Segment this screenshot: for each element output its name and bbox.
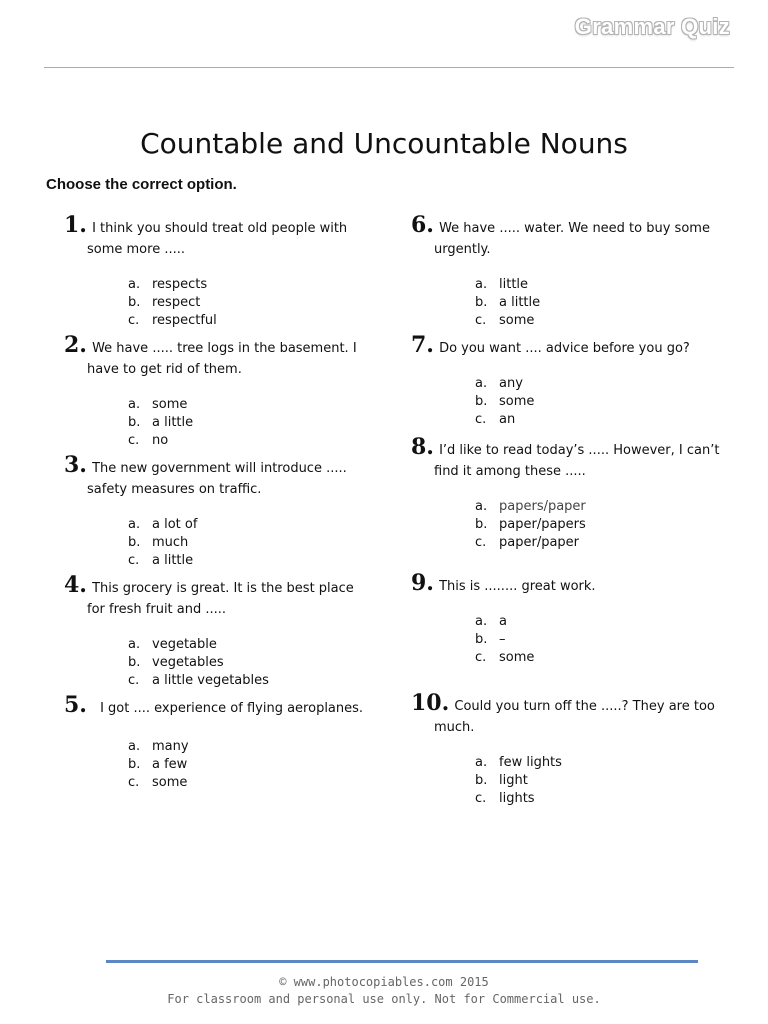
question-number: 5.	[64, 692, 87, 718]
question-6	[411, 214, 721, 330]
option-c: c. an	[475, 412, 516, 427]
option-c: c. lights	[475, 791, 535, 806]
options-list	[128, 276, 428, 330]
option-b: b. a little	[128, 415, 194, 430]
question-7	[411, 334, 721, 429]
footer-notice: For classroom and personal use only. Not for Commercial use.	[167, 992, 601, 1006]
options-list	[128, 516, 428, 570]
option-b: b. respect	[128, 295, 201, 310]
option-c: c. respectful	[128, 313, 217, 328]
options-list	[475, 613, 768, 667]
options-list	[128, 738, 428, 792]
question-4	[64, 574, 364, 690]
option-a: a. any	[475, 376, 523, 391]
brand-logo: Grammar Quiz	[574, 14, 730, 39]
question-2	[64, 334, 364, 450]
option-b: b. paper/papers	[475, 517, 586, 532]
question-number: 8.	[411, 434, 434, 460]
question-text: I got .... experience of flying aeroplanes.	[100, 701, 364, 716]
question-number: 10.	[411, 690, 450, 716]
question-8	[411, 436, 721, 552]
option-a: a. vegetable	[128, 637, 217, 652]
question-number: 4.	[64, 572, 87, 598]
question-text: We have ..... water. We need to buy some urgently.	[434, 221, 710, 257]
question-number: 9.	[411, 570, 434, 596]
question-9	[411, 572, 721, 667]
question-1	[64, 214, 364, 330]
option-c: c. no	[128, 433, 169, 448]
footer-divider	[106, 960, 698, 963]
question-10	[411, 692, 721, 808]
question-number: 1.	[64, 212, 87, 238]
option-c: c. some	[128, 775, 188, 790]
question-text: I’d like to read today’s ..... However, I can’t find it among these .....	[434, 443, 720, 479]
question-number: 3.	[64, 452, 87, 478]
question-number: 2.	[64, 332, 87, 358]
option-a: a. a	[475, 614, 507, 629]
option-a: a. respects	[128, 277, 208, 292]
option-b: b. much	[128, 535, 189, 550]
option-b: b. a little	[475, 295, 541, 310]
question-text: I think you should treat old people with some more .....	[87, 221, 348, 257]
option-b: b. –	[475, 632, 506, 647]
question-number: 6.	[411, 212, 434, 238]
option-b: b. vegetables	[128, 655, 224, 670]
question-text: This is ........ great work.	[439, 579, 596, 594]
option-c: c. some	[475, 313, 535, 328]
options-list	[475, 375, 768, 429]
option-c: c. a little	[128, 553, 194, 568]
options-list	[475, 276, 768, 330]
question-text: We have ..... tree logs in the basement. I have to get rid of them.	[87, 341, 357, 377]
header-divider	[44, 67, 734, 68]
option-a: a. some	[128, 397, 188, 412]
question-number: 7.	[411, 332, 434, 358]
option-c: c. a little vegetables	[128, 673, 269, 688]
footer-copyright: © www.photocopiables.com 2015	[279, 975, 489, 989]
option-c: c. paper/paper	[475, 535, 580, 550]
instruction-text: Choose the correct option.	[46, 176, 237, 193]
option-a: a. many	[128, 739, 189, 754]
question-text: The new government will introduce ..... safety measures on traffic.	[87, 461, 347, 497]
option-c: c. some	[475, 650, 535, 665]
question-text: This grocery is great. It is the best place for fresh fruit and .....	[87, 581, 354, 617]
options-list	[475, 498, 768, 552]
option-b: b. a few	[128, 757, 188, 772]
option-b: b. some	[475, 394, 535, 409]
question-3	[64, 454, 364, 570]
options-list	[128, 636, 428, 690]
options-list	[475, 754, 768, 808]
option-a: a. few lights	[475, 755, 562, 770]
page-title: Countable and Uncountable Nouns	[140, 126, 628, 160]
option-b: b. light	[475, 773, 528, 788]
question-text: Do you want .... advice before you go?	[439, 341, 690, 356]
question-5	[64, 694, 364, 792]
question-text: Could you turn off the .....? They are too much.	[434, 699, 715, 735]
option-a: a. a lot of	[128, 517, 198, 532]
option-a: a. little	[475, 277, 529, 292]
options-list	[128, 396, 428, 450]
option-a: a. papers/paper	[475, 499, 586, 514]
